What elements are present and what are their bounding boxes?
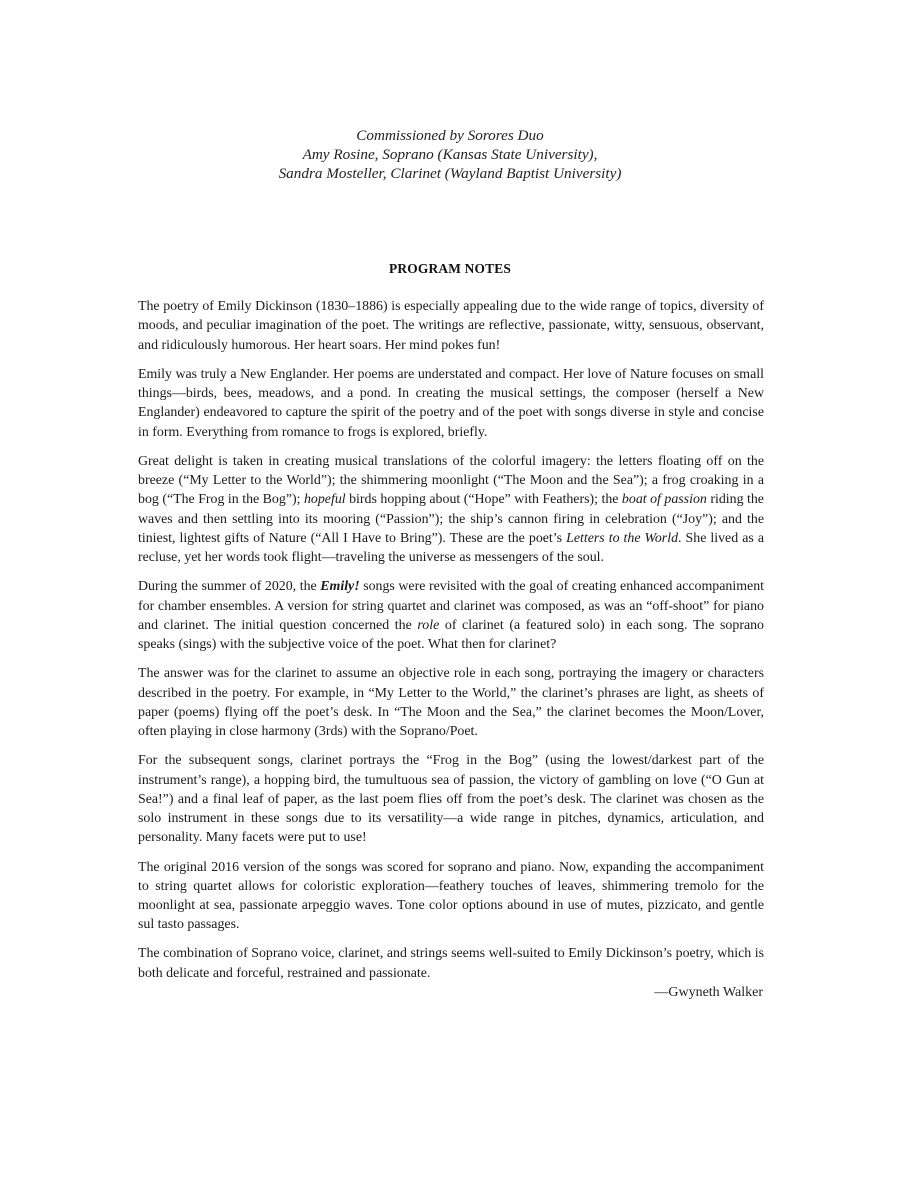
italic-phrase: role [417,617,440,633]
notes-paragraph [138,944,764,983]
paragraph-text: For the subsequent songs, clarinet portrays the “Frog in the Bog” (using the lowest/darkest part of the instrument’s range), a hopping bird, the tumultuous sea of passion, the victory of gambling on love (“O Gun at Sea!”) and a final leaf of paper, as the last poem flies off from the poet’s desk. The clarinet was chosen as the solo instrument in these songs due to its versatility—a wide range in pitches, dynamics, articulation, and personality. Many facets were put to use! [138,753,764,846]
notes-paragraph [138,751,764,847]
notes-paragraph [138,452,764,568]
paragraph-text: songs were revisited with the goal of creating enhanced accompaniment for chamber ensembles. A version for string quartet and clarinet was composed, as was an “off-shoot” for piano and clarinet. The initial question concerned the [138,579,764,633]
commission-credits [0,126,900,183]
program-notes-heading: PROGRAM NOTES [388,261,511,276]
notes-paragraph [138,858,764,935]
clarinet-credit: Sandra Mosteller, Clarinet (Wayland Baptist University) [278,165,622,182]
paragraph-text: Emily was truly a New Englander. Her poems are understated and compact. Her love of Nature focuses on small things—birds, bees, meadows, and a pond. In creating the musical settings, the composer (herself a New Englander) endeavored to capture the spirit of the poetry and of the poet with songs diverse in style and concise in form. Everything from romance to frogs is explored, briefly. [138,366,764,440]
paragraph-text: birds hopping about (“Hope” with Feathers); the [345,492,622,508]
notes-paragraph [138,664,764,741]
paragraph-text: . She lived as a recluse, yet her words took flight—traveling the universe as messengers of the soul. [138,530,764,566]
paragraph-text: The original 2016 version of the songs was scored for soprano and piano. Now, expanding the accompaniment to string quartet allows for coloristic exploration—feathery touches of leaves, shimmering tremolo for the moonlight at sea, passionate arpeggio waves. Tone color options abound in use of mutes, pizzicato, and gentle sul tasto passages. [138,859,764,933]
paragraph-text: The combination of Soprano voice, clarinet, and strings seems well-suited to Emily Dickinson’s poetry, which is both delicate and forceful, restrained and passionate. [138,946,764,981]
paragraph-text: riding the waves and then settling into its mooring (“Passion”); the ship’s cannon firing in celebration (“Joy”); and the tiniest, lightest gifts of Nature (“All I Have to Bring”). These are the poet’s [138,492,764,546]
paragraph-text: The answer was for the clarinet to assume an objective role in each song, portraying the imagery or characters described in the poetry. For example, in “My Letter to the World,” the clarinet’s phrases are light, as sheets of paper (poems) flying off the poet’s desk. In “The Moon and the Sea,” the clarinet becomes the Moon/Lover, often playing in close harmony (3rds) with the Soprano/Poet. [138,666,764,740]
notes-paragraph [138,577,764,654]
italic-phrase: boat of passion [621,492,707,508]
notes-paragraph [138,297,764,355]
paragraph-text: Great delight is taken in creating musical translations of the colorful imagery: the letters floating off on the breeze (“My Letter to the World”); the shimmering moonlight (“The Moon and the Sea”); a frog croaking in a bog (“The Frog in the Bog”); [138,453,764,508]
paragraph-text: During the summer of 2020, the [138,579,321,595]
work-title: Emily! [320,579,360,595]
italic-phrase: Letters to the World [566,530,679,546]
soprano-credit: Amy Rosine, Soprano (Kansas State University), [302,146,598,163]
notes-paragraph [138,365,764,442]
author-signature: —Gwyneth Walker [654,985,763,1000]
program-notes-body [138,297,764,993]
commission-line: Commissioned by Sorores Duo [356,127,544,144]
italic-phrase: hopeful [303,492,346,508]
paragraph-text: of clarinet (a featured solo) in each song. The soprano speaks (sings) with the subjective voice of the poet. What then for clarinet? [138,617,765,653]
paragraph-text: The poetry of Emily Dickinson (1830–1886) is especially appealing due to the wide range of topics, diversity of moods, and peculiar imagination of the poet. The writings are reflective, passionate, witty, sensuous, observant, and ridiculously humorous. Her heart soars. Her mind pokes fun! [138,299,764,353]
